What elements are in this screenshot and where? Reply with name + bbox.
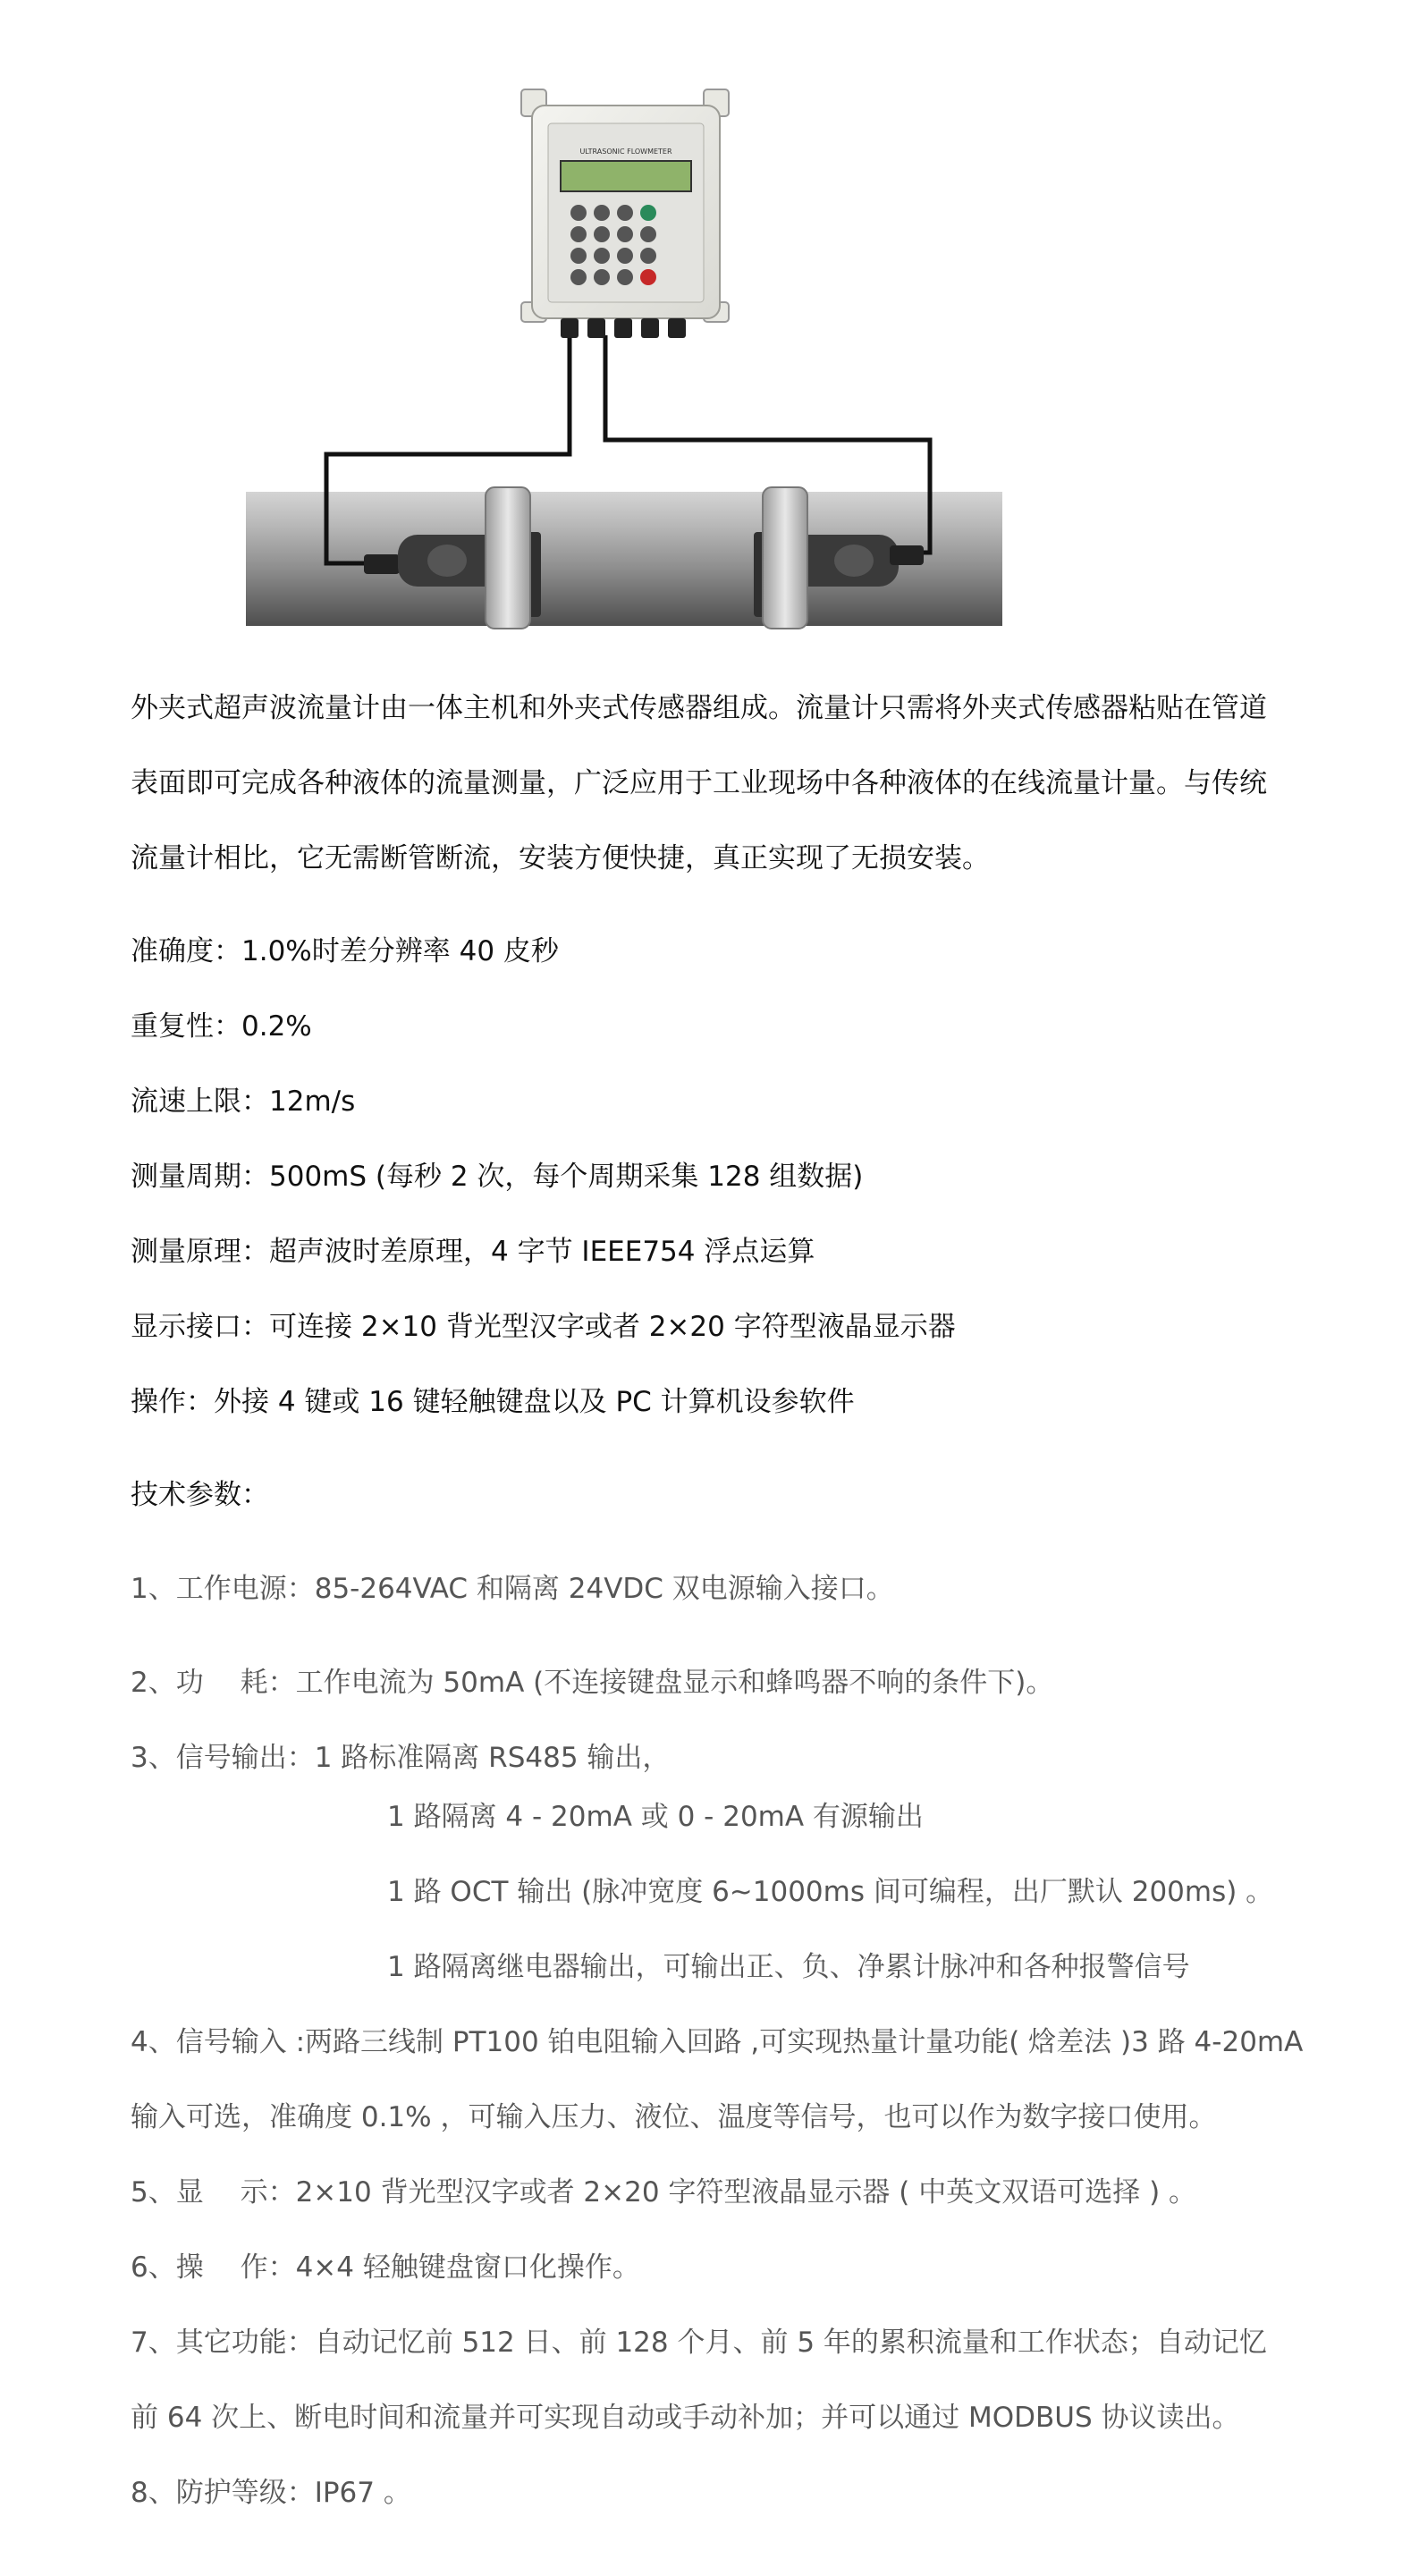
- intro-line-1: 外夹式超声波流量计由一体主机和外夹式传感器组成。流量计只需将外夹式传感器粘贴在管道: [131, 692, 1267, 724]
- tech-power-supply: 1、工作电源：85-264VAC 和隔离 24VDC 双电源输入接口。: [131, 1573, 894, 1605]
- tech-params-title: 技术参数：: [131, 1479, 269, 1511]
- intro-line-2: 表面即可完成各种液体的流量测量，广泛应用于工业现场中各种液体的在线流量计量。与传统: [131, 767, 1267, 799]
- tech-signal-input-line-1: 4、信号输入 :两路三线制 PT100 铂电阻输入回路 ,可实现热量计量功能( 焓差法 )3 路 4-20mA: [131, 2026, 1304, 2058]
- left-clamp-band: [486, 487, 530, 629]
- right-clamp-band: [763, 487, 807, 629]
- lcd-display: [561, 161, 691, 191]
- tech-other-functions-line-2: 前 64 次上、断电时间和流量并可实现自动或手动补加；并可以通过 MODBUS 协议读出。: [131, 2402, 1240, 2434]
- tech-signal-output: 3、信号输出：1 路标准隔离 RS485 输出，: [131, 1742, 671, 1774]
- spec-display-interface: 显示接口：可连接 2×10 背光型汉字或者 2×20 字符型液晶显示器: [131, 1311, 956, 1343]
- product-illustration: [237, 80, 1015, 630]
- tech-power-consumption: 2、功 耗：工作电流为 50mA (不连接键盘显示和蜂鸣器不响的条件下)。: [131, 1667, 1054, 1699]
- tech-display: 5、显 示：2×10 背光型汉字或者 2×20 字符型液晶显示器 ( 中英文双语可选择 ) 。: [131, 2176, 1197, 2209]
- tech-signal-input-line-2: 输入可选，准确度 0.1% ，可输入压力、液位、温度等信号，也可以作为数字接口使用。: [131, 2101, 1217, 2133]
- spec-principle: 测量原理：超声波时差原理，4 字节 IEEE754 浮点运算: [131, 1236, 815, 1268]
- tech-other-functions-line-1: 7、其它功能：自动记忆前 512 日、前 128 个月、前 5 年的累积流量和工作状态；自动记忆: [131, 2327, 1267, 2359]
- device-title-label: ULTRASONIC FLOWMETER: [579, 148, 672, 156]
- flowmeter-diagram: [237, 80, 1015, 630]
- cable-glands: [561, 318, 686, 338]
- spec-measure-period: 测量周期：500mS (每秒 2 次，每个周期采集 128 组数据): [131, 1161, 864, 1193]
- tech-protection-level: 8、防护等级：IP67 。: [131, 2477, 411, 2509]
- tech-signal-output-sub-2: 1 路 OCT 输出 (脉冲宽度 6~1000ms 间可编程，出厂默认 200ms) 。: [387, 1876, 1274, 1908]
- spec-velocity-limit: 流速上限：12m/s: [131, 1085, 356, 1118]
- spec-accuracy: 准确度：1.0%时差分辨率 40 皮秒: [131, 935, 559, 967]
- spec-operation: 操作：外接 4 键或 16 键轻触键盘以及 PC 计算机设参软件: [131, 1386, 855, 1418]
- tech-signal-output-sub-3: 1 路隔离继电器输出，可输出正、负、净累计脉冲和各种报警信号: [387, 1951, 1190, 1983]
- intro-line-3: 流量计相比，它无需断管断流，安装方便快捷，真正实现了无损安装。: [131, 842, 990, 874]
- tech-signal-output-sub-1: 1 路隔离 4 - 20mA 或 0 - 20mA 有源输出: [387, 1801, 924, 1833]
- tech-operation: 6、操 作：4×4 轻触键盘窗口化操作。: [131, 2251, 640, 2284]
- spec-repeatability: 重复性：0.2%: [131, 1010, 312, 1043]
